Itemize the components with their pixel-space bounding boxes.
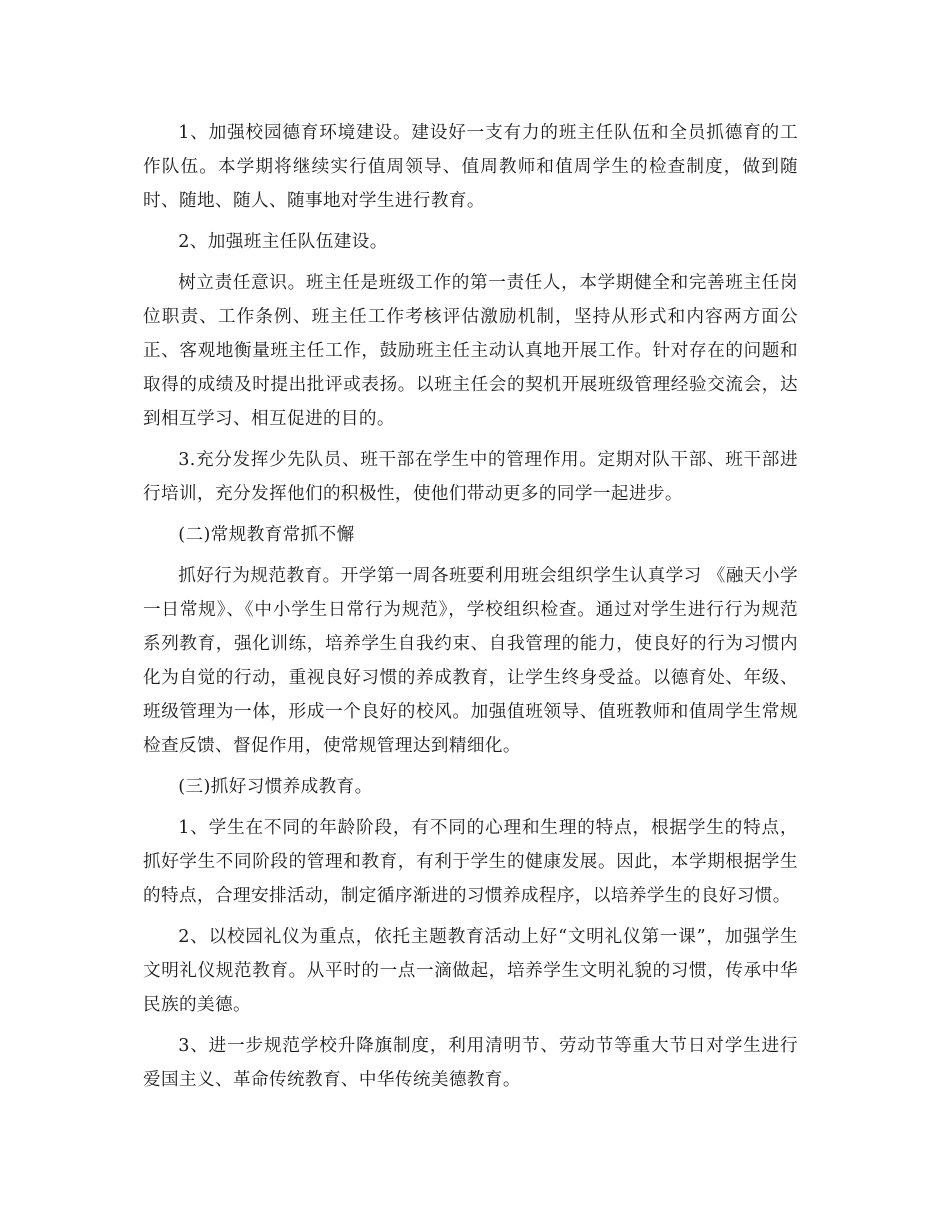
paragraph-4: 3.充分发挥少先队员、班干部在学生中的管理作用。定期对队干部、班干部进行培训，充分发挥他们的积极性，使他们带动更多的同学一起进步。 (143, 450, 798, 504)
paragraph-3: 树立责任意识。班主任是班级工作的第一责任人，本学期健全和完善班主任岗位职责、工作条例、班主任工作考核评估激励机制，坚持从形式和内容两方面公正、客观地衡量班主任工作，鼓励班主任主动认真地开展工作。针对存在的问题和取得的成绩及时提出批评或表扬。以班主任会的契机开展班级管理经验交流会，达到相互学习、相互促进的目的。 (143, 273, 798, 429)
paragraph-9: 2、以校园礼仪为重点，依托主题教育活动上好“文明礼仪第一课”，加强学生文明礼仪规范教育。从平时的一点一滴做起，培养学生文明礼貌的习惯，传承中华民族的美德。 (143, 927, 798, 1015)
document-page (143, 116, 798, 1104)
paragraph-10: 3、进一步规范学校升降旗制度，利用清明节、劳动节等重大节日对学生进行爱国主义、革命传统教育、中华传统美德教育。 (143, 1036, 798, 1090)
paragraph-2: 2、加强班主任队伍建设。 (178, 232, 388, 252)
paragraph-6: 抓好行为规范教育。开学第一周各班要利用班会组织学生认真学习 《融天小学一日常规》、《中小学生日常行为规范》，学校组织检查。通过对学生进行行为规范系列教育，强化训练，培养学生自我约束、自我管理的能力，使良好的行为习惯内化为自觉的行动，重视良好习惯的养成教育，让学生终身受益。以德育处、年级、班级管理为一体，形成一个良好的校风。加强值班领导、值班教师和值周学生常规检查反馈、督促作用，使常规管理达到精细化。 (143, 566, 798, 756)
paragraph-1: 1、加强校园德育环境建设。建设好一支有力的班主任队伍和全员抓德育的工作队伍。本学期将继续实行值周领导、值周教师和值周学生的检查制度，做到随时、随地、随人、随事地对学生进行教育。 (143, 123, 798, 211)
section-heading-2: (二)常规教育常抓不懈 (178, 525, 355, 545)
paragraph-8: 1、学生在不同的年龄阶段，有不同的心理和生理的特点，根据学生的特点，抓好学生不同阶段的管理和教育，有利于学生的健康发展。因此，本学期根据学生的特点，合理安排活动，制定循序渐进的习惯养成程序，以培养学生的良好习惯。 (143, 818, 798, 906)
section-heading-3: (三)抓好习惯养成教育。 (178, 777, 373, 797)
